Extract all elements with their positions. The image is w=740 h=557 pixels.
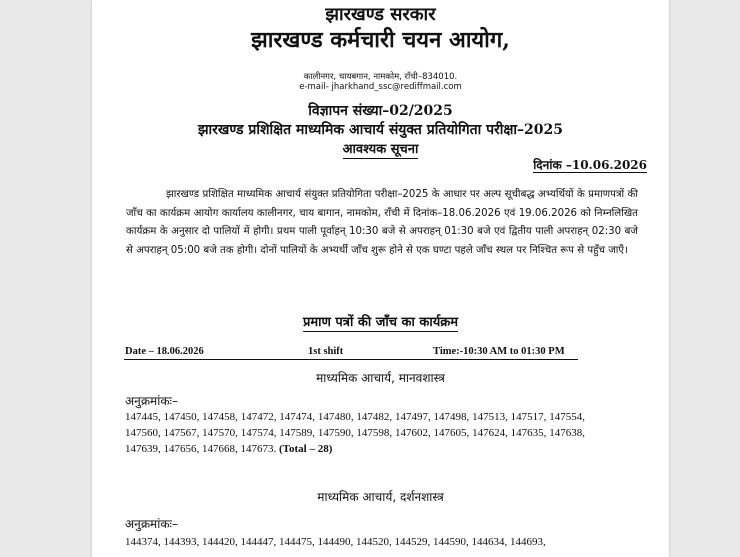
commission-name: झारखण्ड कर्मचारी चयन आयोग, — [251, 27, 510, 53]
schedule-date: Date – 18.06.2026 — [125, 346, 204, 357]
notice-heading-text: आवश्यक सूचना — [342, 142, 419, 157]
advertisement-number: विज्ञापन संख्या–02/2025 — [308, 103, 453, 119]
section-subject-anthropology: माध्यमिक आचार्य, मानवशास्त्र — [316, 371, 445, 385]
schedule-heading — [92, 312, 669, 330]
exam-title: झारखण्ड प्रशिक्षित माध्यमिक आचार्य संयुक्त प्रतियोगिता परीक्षा–2025 — [197, 122, 564, 138]
section-roll-numbers: 144374, 144393, 144420, 144447, 144475, 144490, 144520, 144529, 144590, 144634, 144693, — [125, 536, 546, 548]
schedule-heading-text: प्रमाण पत्रों की जाँच का कार्यक्रम — [302, 315, 459, 330]
notice-paragraph: झारखण्ड प्रशिक्षित माध्यमिक आचार्य संयुक्त प्रतियोगिता परीक्षा–2025 के आधार पर अल्प सूचीबद्ध अभ्यर्थियों के प्रमाणपत्रों की जाँच का कार्यक्रम आयोग कार्यालय कालीनगर, चाय बागान, नामकोम, राँची में दिनांक–18.06.2026 एवं 19.06.2026 को निम्नलिखित कार्यक्रम के अनुसार दो पालियों में होगी। प्रथम पाली पूर्वाहन् 10:30 बजे से अपराहन् 01:30 बजे एवं द्वितीय पाली अपराहन् 02:30 बजे से अपराहन् 05:00 बजे तक होगी। दोनों पालियों के अभ्यर्थी जाँच शुरू होने से एक घण्टा पहले जाँच स्थल पर निश्चित रूप से पहुँच जाएँ। — [126, 189, 638, 256]
schedule-divider — [124, 359, 578, 360]
notice-heading — [92, 139, 669, 157]
schedule-shift: 1st shift — [308, 346, 344, 357]
commission-email: e-mail- jharkhand_ssc@rediffmail.com — [299, 82, 462, 92]
section-total: (Total – 28) — [279, 442, 333, 455]
notice-document — [92, 0, 669, 557]
notice-date-text: दिनांक –10.06.2026 — [533, 158, 647, 172]
section-roll-label: अनुक्रमांकः– — [125, 394, 178, 408]
schedule-time: Time:-10:30 AM to 01:30 PM — [433, 346, 565, 357]
section-roll-numbers — [125, 410, 585, 457]
roll-number-list: 147445, 147450, 147458, 147472, 147474, 147480, 147482, 147497, 147498, 147513, 147517, 147554, 147560, 147567, 147570, 147574, 147589, 147590, 147598, 147602, 147605, 147624, 147635, 147638, 147639, 147656, 147668, 147673. — [125, 411, 585, 455]
section-subject-philosophy: माध्यमिक आचार्य, दर्शनशास्त्र — [317, 490, 444, 504]
government-name: झारखण्ड सरकार — [325, 4, 436, 25]
notice-date — [533, 156, 647, 173]
section-roll-label: अनुक्रमांकः– — [125, 517, 178, 531]
commission-address: कालीनगर, चायबगान, नामकोम, राँची–834010. — [303, 72, 458, 82]
